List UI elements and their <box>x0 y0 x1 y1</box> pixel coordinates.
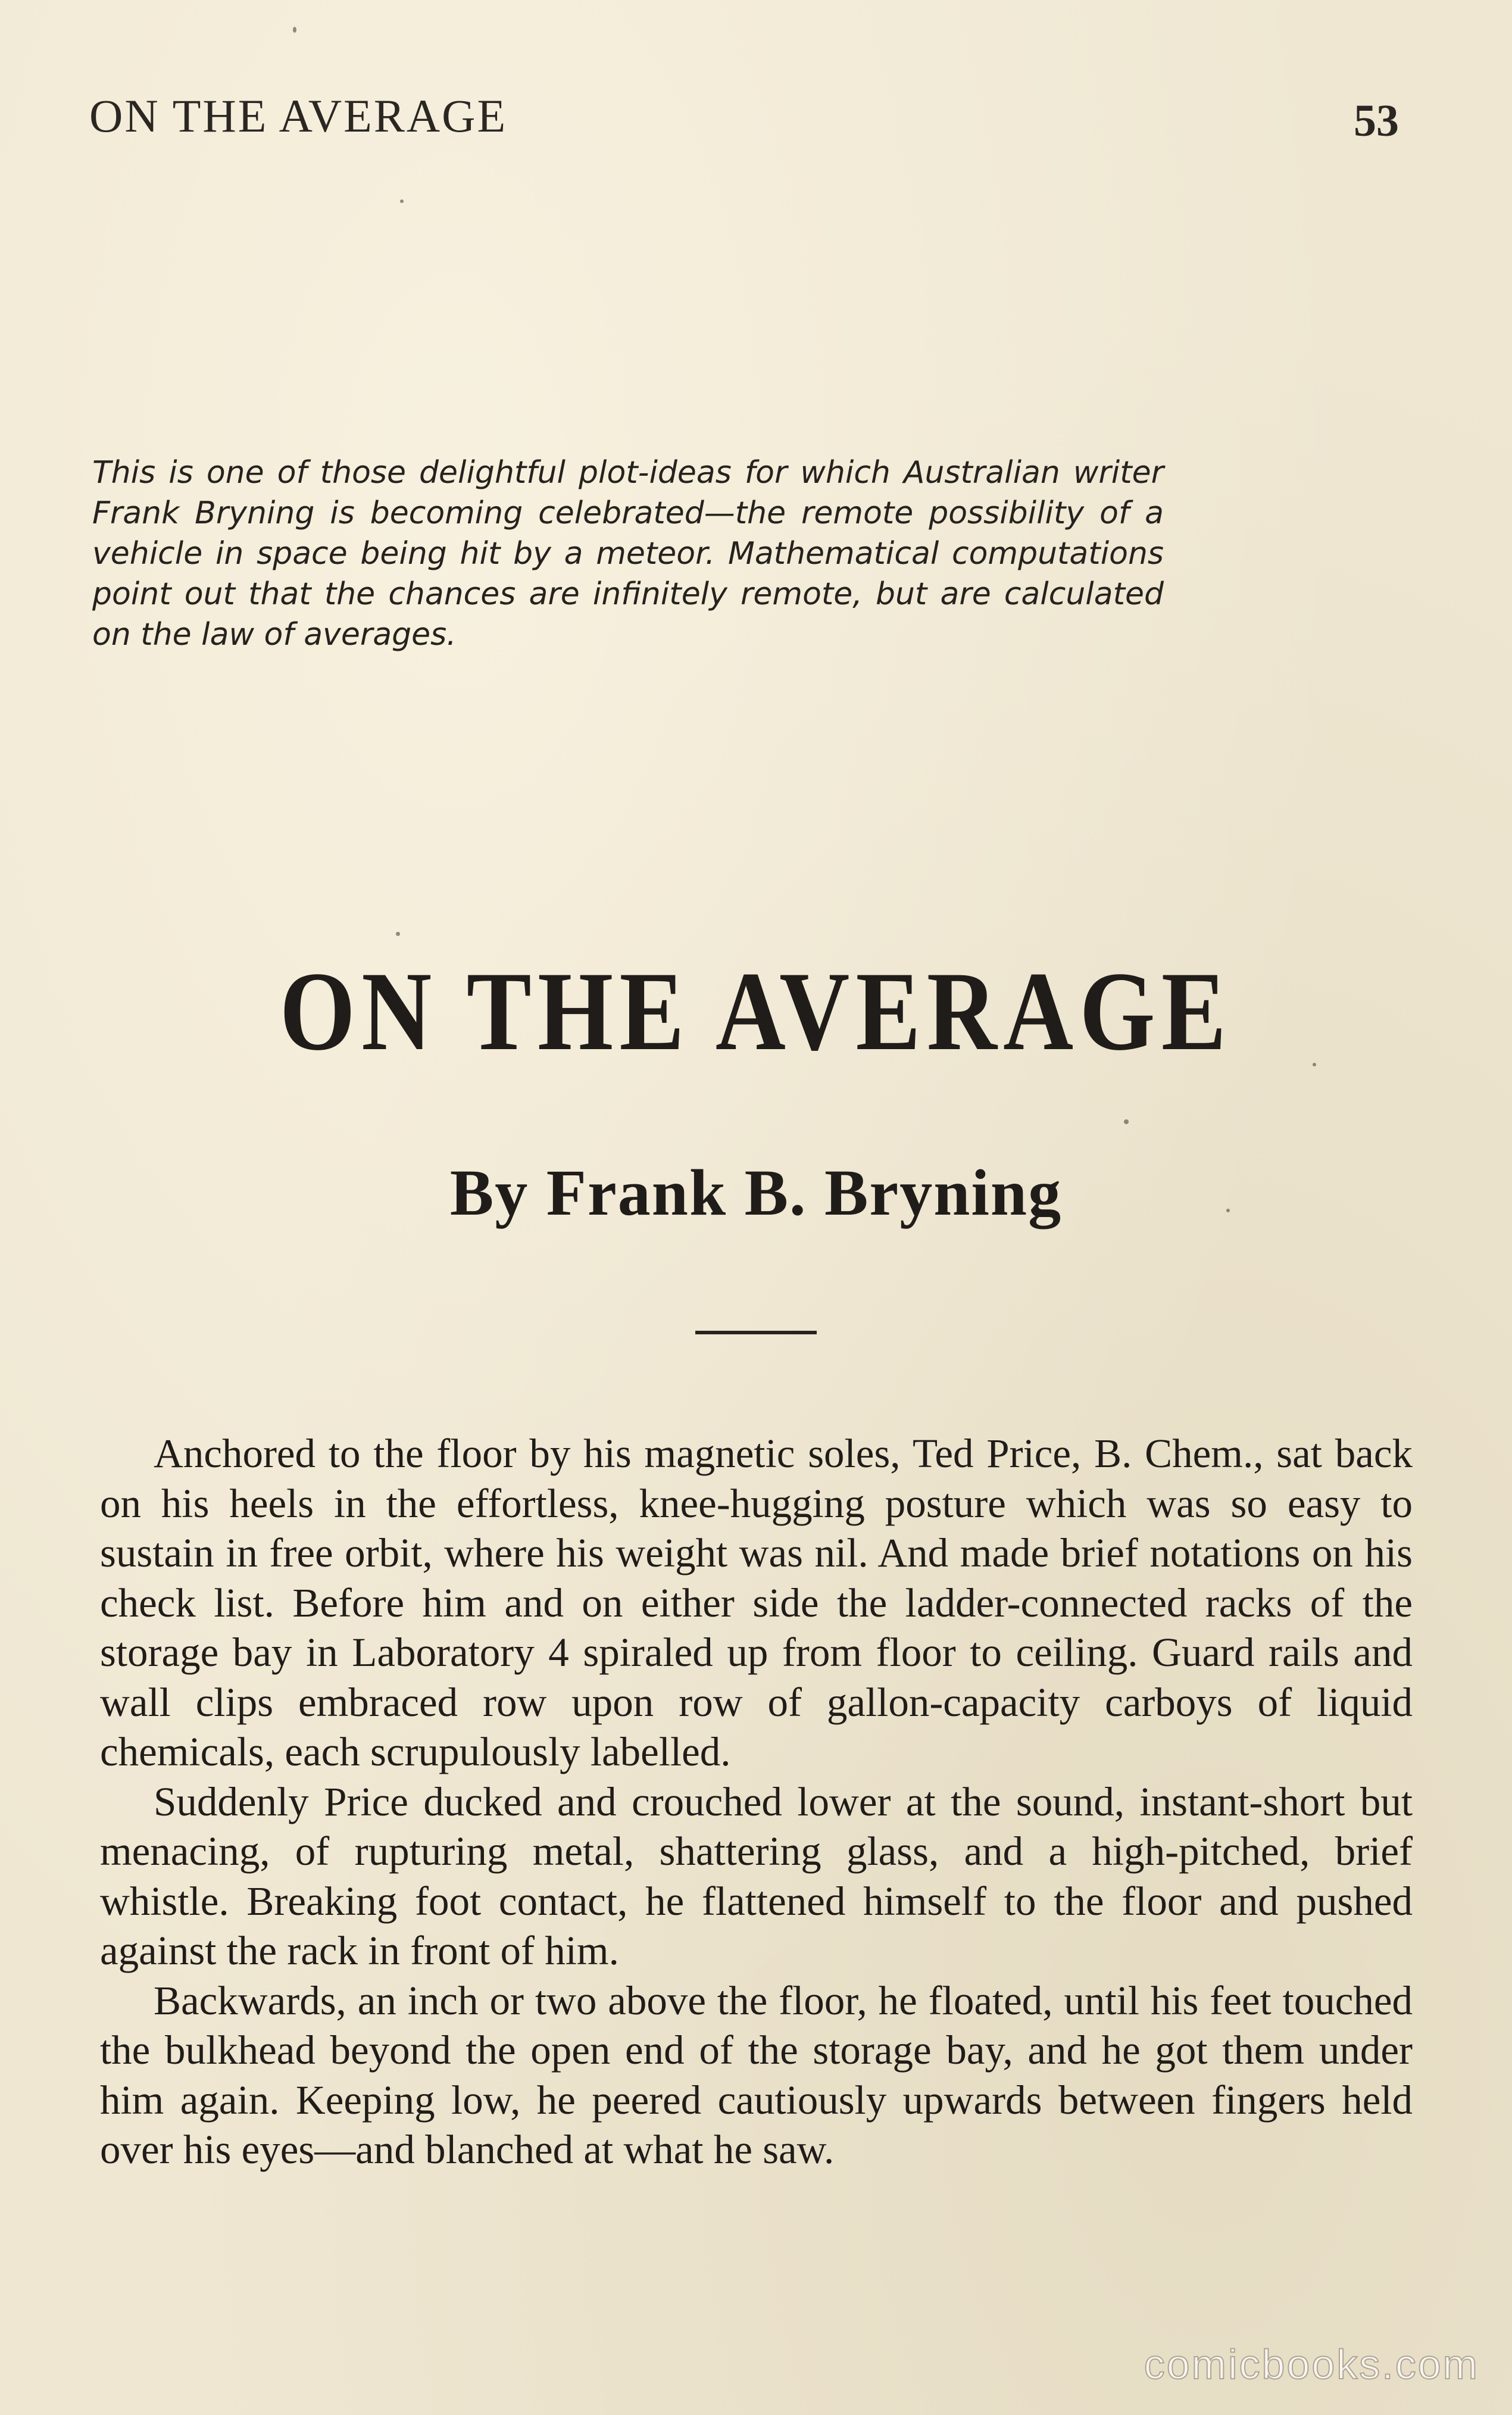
running-head <box>89 89 1399 149</box>
story-byline: By Frank B. Bryning <box>449 1156 1063 1229</box>
paragraph-1: Anchored to the floor by his magnetic soles, Ted Price, B. Chem., sat back on his heels in the effortless, knee-hugging posture which was so easy to sustain in free orbit, where his weight was nil. And made brief notations on his check list. Before him and on either side the ladder-connected racks of the storage bay in Laboratory 4 spiraled up from floor to ceiling. Guard rails and wall clips embraced row upon row of gallon-capacity carboys of liquid chemicals, each scrupulously labelled. <box>100 1431 1413 1774</box>
editorial-blurb: This is one of those delightful plot-ideas for which Australian writer Frank Bryning is becoming celebrated—the remote possibility of a vehicle in space being hit by a meteor. Mathematical computations point out that the chances are infinitely remote, but are calculated on the law of averages. <box>92 455 1164 653</box>
running-head-title: ON THE AVERAGE <box>89 90 508 142</box>
story-title: ON THE AVERAGE <box>279 949 1233 1074</box>
watermark: comicbooks.com <box>1144 2341 1479 2388</box>
paper-speck <box>1124 1119 1129 1124</box>
paper-speck <box>1313 1063 1316 1066</box>
paper-speck <box>293 27 296 33</box>
page-number: 53 <box>1354 96 1399 146</box>
story-body <box>100 1429 1413 2175</box>
paragraph-3: Backwards, an inch or two above the floor, he floated, until his feet touched the bulkhead beyond the open end of the storage bay, and he got them under him again. Keeping low, he peered cautiously upwards between fingers held over his eyes—and blanched at what he saw. <box>100 1977 1413 2172</box>
section-rule <box>695 1331 817 1334</box>
paper-speck <box>396 932 400 936</box>
paper-speck <box>1226 1209 1230 1212</box>
paper-speck <box>400 199 404 203</box>
paragraph-2: Suddenly Price ducked and crouched lower at the sound, instant-short but menacing, of rupturing metal, shattering glass, and a high-pitched, brief whistle. Breaking foot contact, he flattened himself to the floor and pushed against the rack in front of him. <box>100 1779 1413 1973</box>
